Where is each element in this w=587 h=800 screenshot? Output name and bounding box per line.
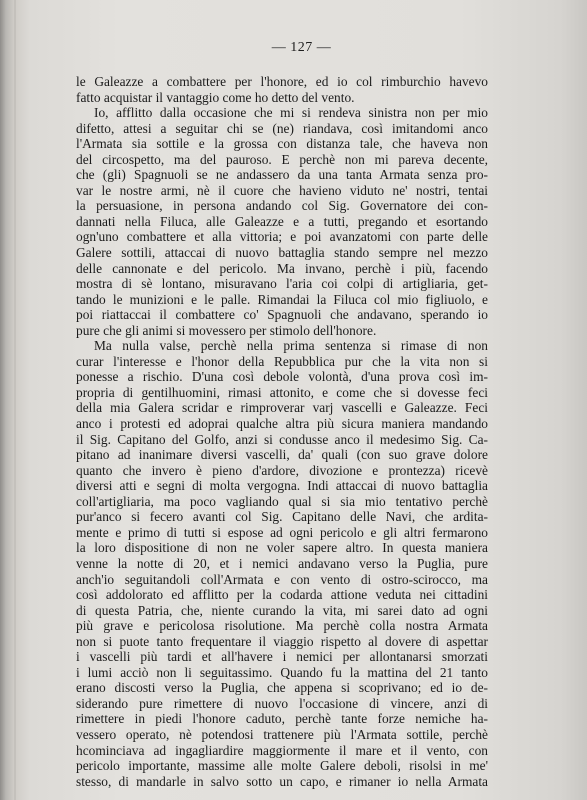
text-line: le Galeazze a combattere per l'honore, ed io col rimburchio havevo <box>76 74 488 89</box>
text-line: siderando pure rimettere di nuovo l'occasione di vincere, anzi di <box>76 695 488 711</box>
text-line: mente e primo di tutti si espose ad ogni pericolo e gli altri fermarono <box>76 524 488 540</box>
text-line: difetto, attesi a seguitar chi se (ne) riandava, così imitandomi anco <box>76 120 488 136</box>
text-line: vessero operato, nè potendosi trattenere più l'Armata sottile, perchè <box>76 726 488 742</box>
text-line: pericolo importante, massime alle molte Galere deboli, risolsi in me' <box>76 758 488 774</box>
text-line: della mia Galera scridar e rimproverar varj vascelli e Galeazze. Feci <box>76 400 488 416</box>
text-line: non si puote tanto frequentare il viaggio rispetto al dovere di aspettar <box>76 633 488 649</box>
text-line: pure che gli animi si movessero per stimolo dell'honore. <box>76 322 377 338</box>
text-line: erano discosti verso la Puglia, che appena si scoprivano; ed io de- <box>76 680 488 696</box>
text-line: i lumi acciò non li seguitassimo. Quando fu la mattina del 21 tanto <box>76 664 488 680</box>
text-line: delle cannonate e del pericolo. Ma invano, perchè i più, facendo <box>76 260 488 276</box>
text-line: stesso, di mandarle in salvo sotto un capo, e rimaner io nella Armata <box>76 773 488 789</box>
text-line: del circospetto, ma del pauroso. E perchè non mi pareva decente, <box>76 151 488 167</box>
text-line: curar l'interesse e l'honor della Repubblica pur che la vita non si <box>76 353 488 369</box>
text-line: che (gli) Spagnuoli se ne andassero da una tanta Armata senza pro- <box>76 167 488 183</box>
text-line: hcominciava ad ingagliardire maggiormente il mare et il vento, con <box>76 742 488 758</box>
text-line: il Sig. Capitano del Golfo, anzi si condusse anco il medesimo Sig. Ca- <box>76 431 488 447</box>
page-number: — 127 — <box>271 40 332 55</box>
text-line: l'Armata sia sottile e la grossa con distanza tale, che haveva non <box>76 136 488 152</box>
text-line: dannati nella Filuca, alle Galeazze e a tutti, pregando et esortando <box>76 213 488 229</box>
text-line: Io, afflitto dalla occasione che mi si rendeva sinistra non per mio <box>94 105 488 121</box>
text-line: di questa Patria, che, niente curando la vita, mi sarei dato ad ogni <box>76 602 488 618</box>
text-line: coll'artigliaria, ma poco vagliando qual si sia mio tentativo perchè <box>76 493 488 509</box>
book-page <box>16 0 587 800</box>
text-line: rimettere in piedi l'honore caduto, perchè tante forze nemiche ha- <box>76 711 488 727</box>
text-line: ponesse a rischio. D'una così debole volontà, d'una prova così im- <box>76 369 488 385</box>
text-line: anch'io seguitandoli coll'Armata e con vento di ostro-scirocco, ma <box>76 571 488 587</box>
text-line: i vascelli più tardi et all'havere i nemici per allontanarsi smorzati <box>76 649 488 665</box>
text-line: mostra di sè lontano, misuravano l'aria coi colpi di artigliaria, get- <box>76 276 488 292</box>
text-line: tando le munizioni e le palle. Rimandai la Filuca col mio figliuolo, e <box>76 291 488 307</box>
text-line: così addolorato ed afflitto per la codarda attione veduta nei cittadini <box>76 587 488 603</box>
text-line: pitano ad inanimare diversi vascelli, da' quali (con suo grave dolore <box>76 447 488 463</box>
text-line: pur'anco si fecero avanti col Sig. Capitano delle Navi, che ardita- <box>76 509 488 525</box>
text-line: var le nostre armi, nè il cuore che havieno viduto ne' nostri, tentai <box>76 182 488 198</box>
text-line: la persuasione, in persona andando col Sig. Governatore dei con- <box>76 198 488 214</box>
text-line: fatto acquistar il vantaggio come ho detto del vento. <box>76 89 355 105</box>
text-line: quanto che invero è pieno d'ardore, divozione e prontezza) ricevè <box>76 462 488 478</box>
text-line: ogn'uno combattere et alla vittoria; e poi avanzatomi con parte delle <box>76 229 488 245</box>
body-text <box>76 74 488 789</box>
text-line: Ma nulla valse, perchè nella prima sentenza si rimase di non <box>94 338 488 354</box>
text-line: diversi atti e segni di molta vergogna. Indi attaccai di nuovo battaglia <box>76 478 488 494</box>
text-line: anco i protesti ed adoprai qualche altra più sicura maniera mandando <box>76 416 488 432</box>
text-line: Galere sottili, attaccai di nuovo battaglia stando sempre nel mezzo <box>76 245 488 261</box>
text-line: la loro dispositione di non ne voler sapere altro. In questa maniera <box>76 540 488 556</box>
text-line: poi riattaccai il combattere co' Spagnuoli che andavano, sperando io <box>76 307 488 323</box>
text-line: venne la notte di 20, et i nemici andavano verso la Puglia, pure <box>76 555 488 571</box>
text-line: propria di gentilhuomini, rimasi attonito, e come che si dovesse feci <box>76 384 488 400</box>
text-line: più grave e pericolosa risolutione. Ma perchè colla nostra Armata <box>76 618 488 634</box>
